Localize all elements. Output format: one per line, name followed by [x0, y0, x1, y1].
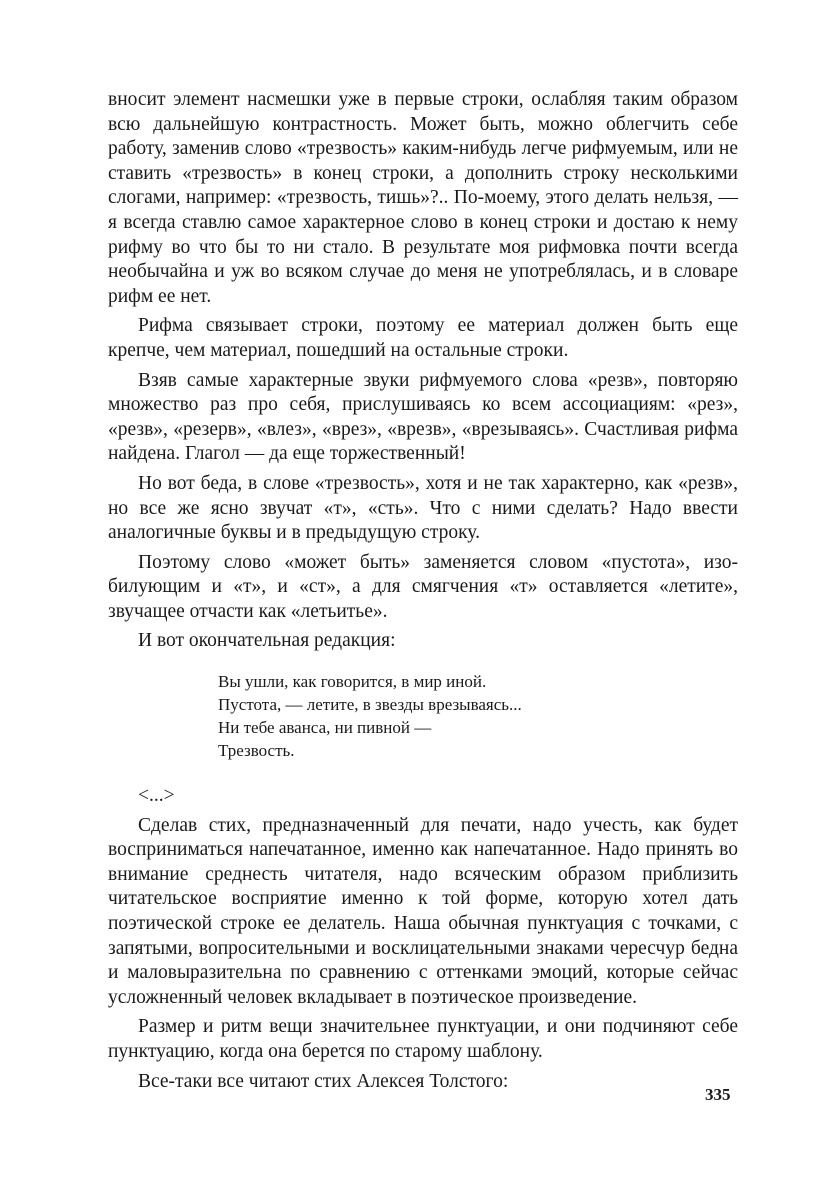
paragraph-9: Все-таки все читают стих Алексея Толстого:	[138, 1070, 509, 1092]
verse-line-1: Вы ушли, как говорится, в мир иной.	[218, 672, 487, 692]
omission-mark: <...>	[138, 785, 175, 807]
paragraph-4: Но вот беда, в слове «трезвость», хотя и не так характерно, как «резв», но все же ясно звучат «т», «сть». Что с ними сделать? Надо ввести аналогичные буквы и в предыдущую строку.	[108, 472, 738, 544]
page-number: 335	[705, 1085, 731, 1104]
paragraph-6: И вот окончательная редакция:	[138, 630, 396, 652]
paragraph-2: Рифма связывает строки, поэтому ее материал должен быть еще крепче, чем материал, пошедший на остальные строки.	[108, 315, 738, 361]
verse-line-4: Трезвость.	[218, 741, 295, 761]
paragraph-5: Поэтому слово «может быть» заменяется словом «пустота», изобилующим и «т», и «ст», а для смягчения «т» оставляется «летите», звучащее отчасти как «летьитье».	[108, 551, 738, 622]
page-body	[108, 88, 738, 1099]
verse-line-2: Пустота, — летите, в звезды врезываясь...	[218, 695, 522, 715]
paragraph-8: Размер и ритм вещи значительнее пунктуации, и они подчиняют себе пунктуацию, когда она берется по старому шаблону.	[108, 1016, 738, 1062]
verse-block	[218, 670, 738, 762]
verse-line-3: Ни тебе аванса, ни пивной —	[218, 718, 432, 738]
paragraph-7: Сделав стих, предназначенный для печати, надо учесть, как будет восприниматься напечатанное, именно как напечатанное. Надо принять во внимание среднесть читателя, надо всяческим образом приблизить читательское восприятие именно к той форме, которую хотел дать поэтической строке ее делатель. Наша обычная пунктуация с точками, с запятыми, вопросительными и восклицательными знаками чересчур бедна и маловыразительна по сравнению с оттенками эмоций, которые сейчас усложненный человек вкладывает в поэтическое произведение.	[108, 814, 738, 1008]
paragraph-1: вносит элемент насмешки уже в первые строки, ослабляя таким образом всю дальнейшую контрастность. Может быть, можно облегчить себе работу, заменив слово «трезвость» каким-нибудь легче рифмуемым, или не ставить «трезвость» в конец строки, а дополнить строку несколькими слогами, например: «трезвость, тишь»?.. По-моему, этого делать нельзя, — я всегда ставлю самое характерное слово в конец строки и достаю к нему рифму во что бы то ни стало. В результате моя рифмовка почти всегда необычайна и уж во всяком случае до меня не употреблялась, и в словаре рифм ее нет.	[108, 89, 738, 307]
paragraph-3: Взяв самые характерные звуки рифмуемого слова «резв», повторяю множество раз про себя, прислушиваясь ко всем ассоциациям: «рез», «резв», «резерв», «влез», «врез», «врезв», «врезываясь». Счастливая рифма найдена. Глагол — да еще торжественный!	[108, 369, 738, 465]
